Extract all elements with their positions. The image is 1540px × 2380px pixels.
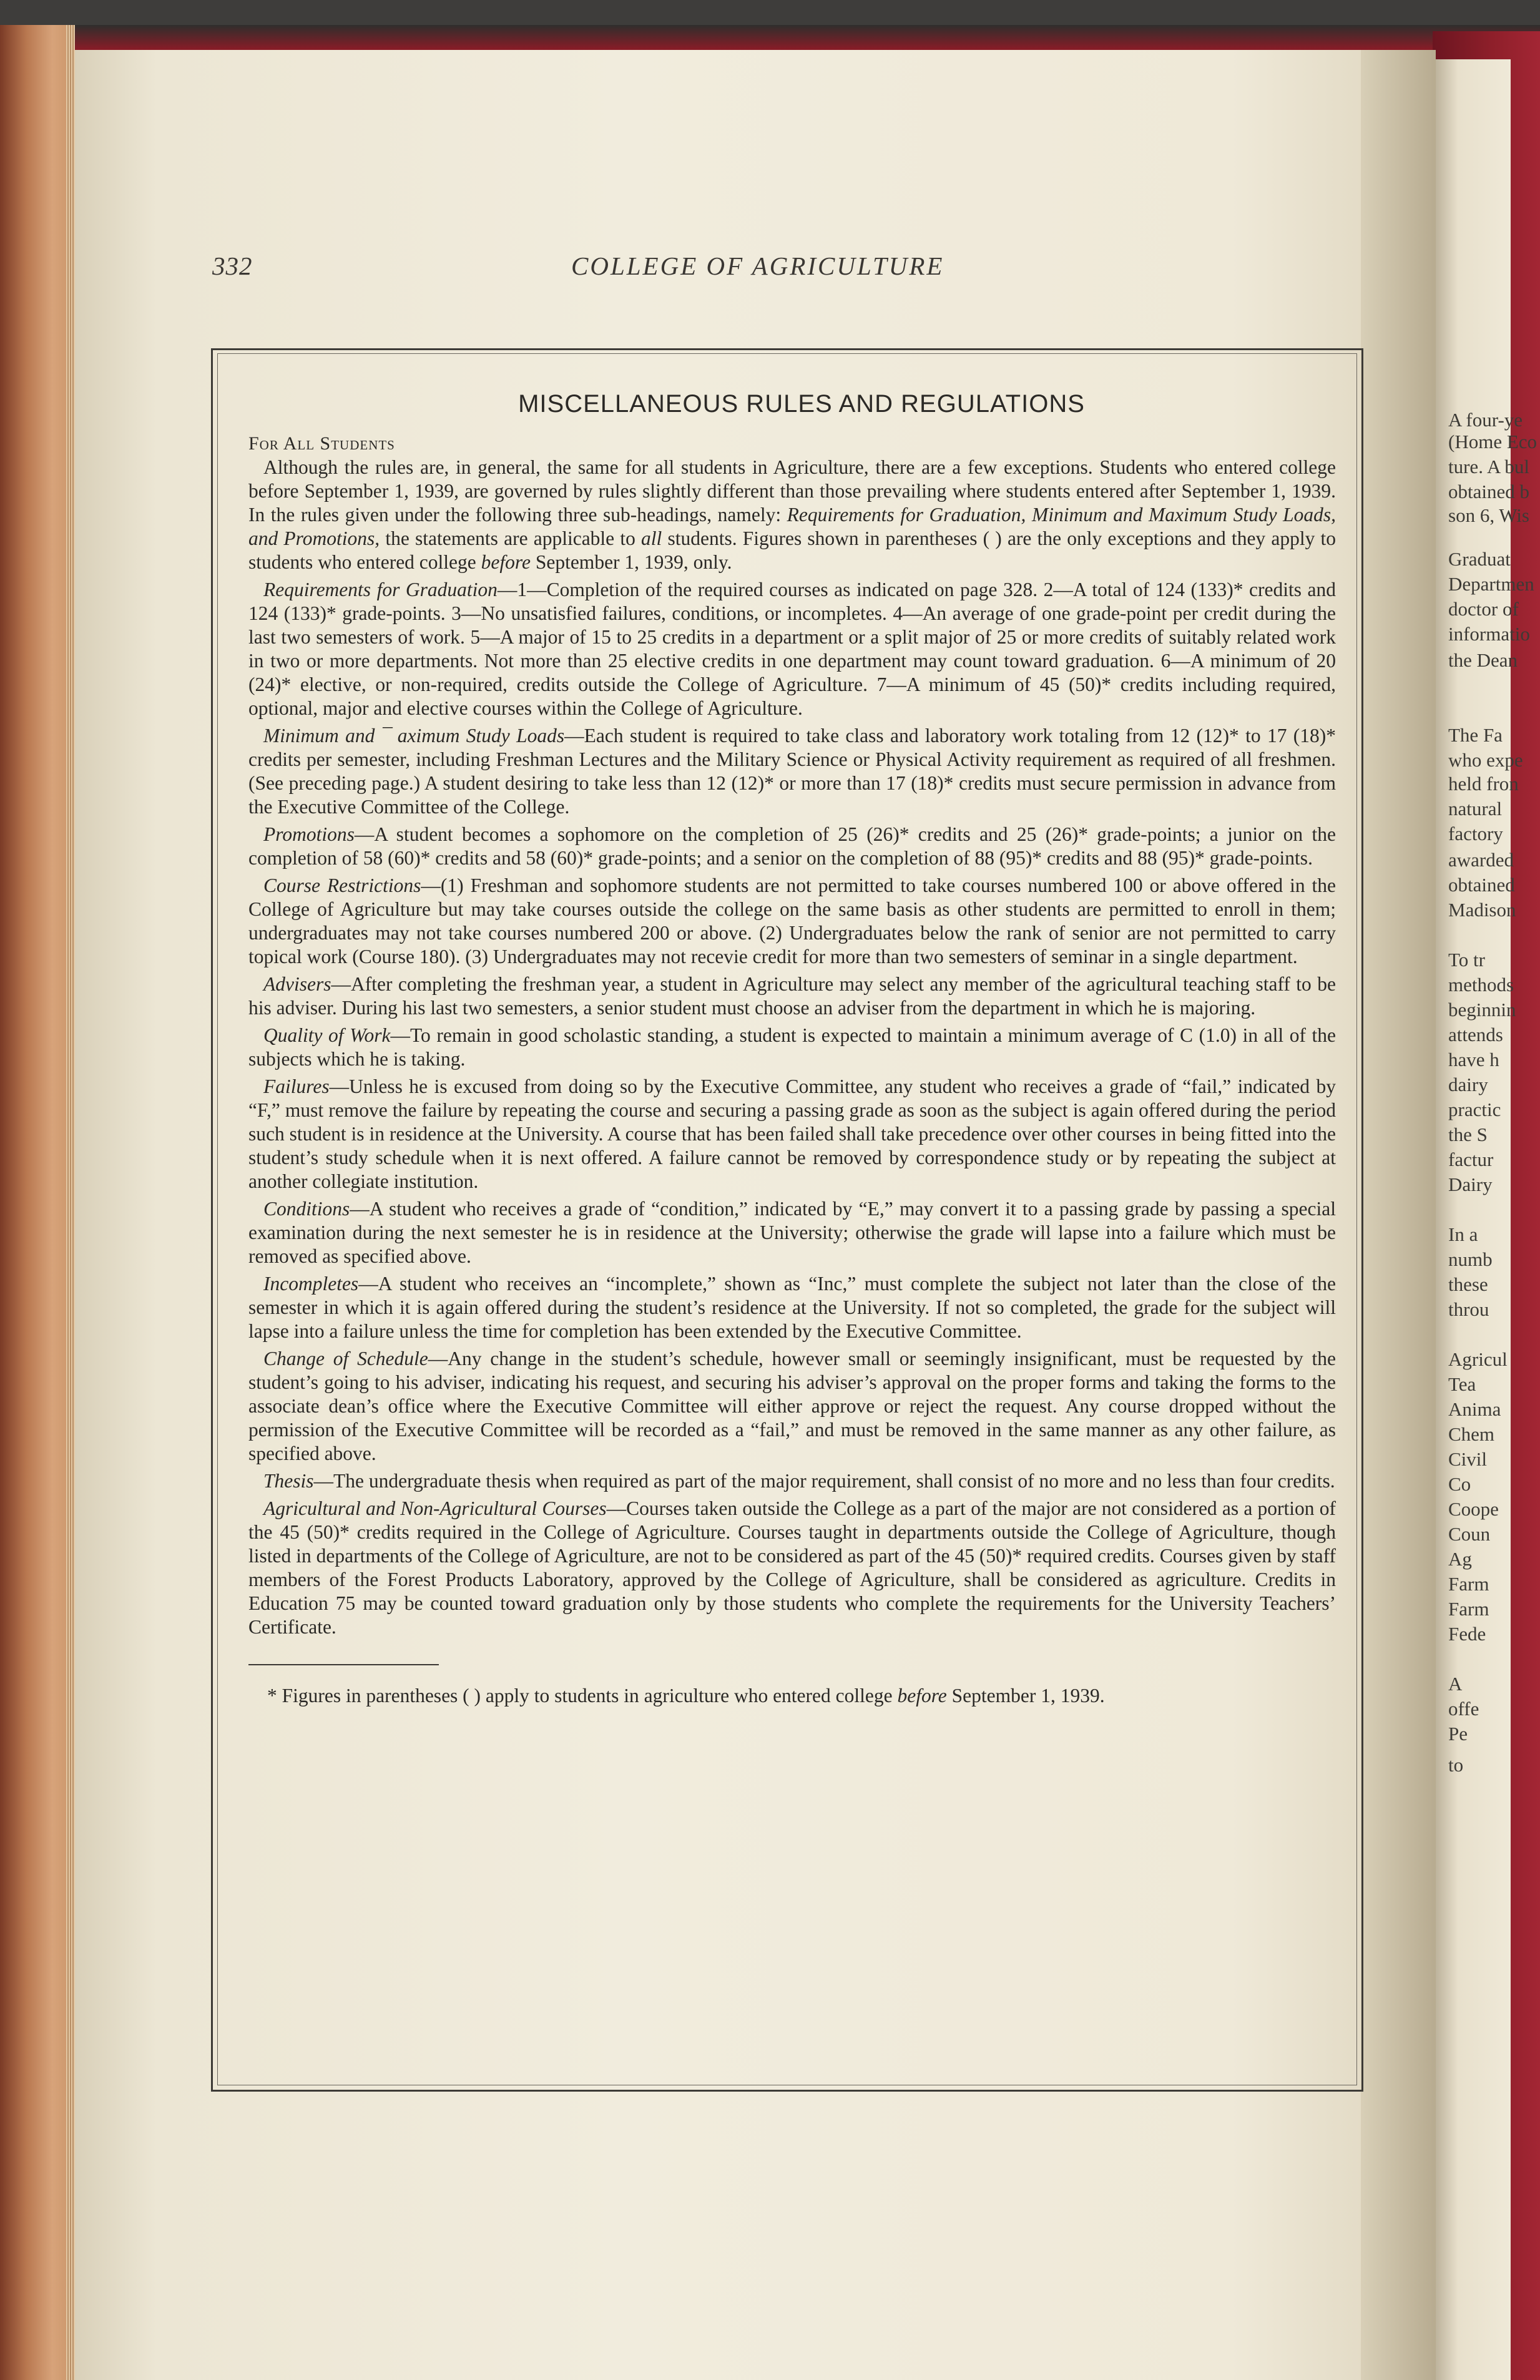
intro-text-3: students. Figures shown in parentheses ( ) are the only exceptions and they apply to students who entered college bbox=[248, 527, 1336, 573]
facing-page-fragment: Anima bbox=[1448, 1398, 1501, 1420]
footnote-text-1: * Figures in parentheses ( ) apply to students in agriculture who entered college bbox=[267, 1685, 898, 1707]
rule-paragraph bbox=[248, 874, 1336, 969]
facing-page-fragment: awarded bbox=[1448, 849, 1514, 871]
rule-heading: Failures bbox=[263, 1075, 330, 1097]
facing-page-fragment: the S bbox=[1448, 1124, 1488, 1145]
page-edges bbox=[66, 25, 75, 2380]
intro-italic-all: all bbox=[641, 527, 662, 549]
facing-page-fragment: obtained bbox=[1448, 874, 1515, 896]
rule-text: —Courses taken outside the College as a part of the major are not considered as a portion of the 45 (50)* credits required in the College of Agriculture. Courses taught in departments outside the College of Agriculture, though listed in departments of the College of Agriculture, are not to be considered as part of the 45 (50)* required credits. Courses given by staff members of the Forest Products Laboratory, approved by the College of Agriculture, shall be considered as agriculture. Credits in Education 75 may be counted toward graduation only by those students who complete the requirements for the University Teachers’ Certificate. bbox=[248, 1497, 1336, 1638]
rule-text: —Any change in the student’s schedule, however small or seemingly insignificant, must be requested by the student’s going to his adviser, indicating his request, and securing his adviser’s approval on the proper forms and taking the forms to the associate dean’s office where the Executive Committee will either approve or reject the request. Any course dropped without the permission of the Executive Committee will be recorded as a “fail,” and must be removed in the same manner as any other failure, as specified above. bbox=[248, 1348, 1336, 1464]
rule-text: —To remain in good scholastic standing, a student is expected to maintain a minimum average of C (1.0) in all of the subjects which he is taking. bbox=[248, 1024, 1336, 1070]
facing-page-fragment: ture. A bul bbox=[1448, 456, 1530, 477]
facing-page-fragment: who expe bbox=[1448, 749, 1523, 771]
rule-heading: Incompletes bbox=[263, 1273, 359, 1295]
facing-page-fragment: Departmen bbox=[1448, 573, 1534, 595]
facing-page-fragment: dairy bbox=[1448, 1074, 1488, 1095]
facing-page-fragment: The Fa bbox=[1448, 724, 1503, 746]
rule-paragraph bbox=[248, 724, 1336, 819]
facing-page-fragment: the Dean bbox=[1448, 649, 1518, 671]
facing-page-fragment: factory bbox=[1448, 823, 1503, 845]
rule-paragraph bbox=[248, 972, 1336, 1020]
rule-text: —A student who receives an “incomplete,” shown as “Inc,” must complete the subject not later than the close of the semester in which it is again offered during the student’s residence at the University. If not so completed, the grade for the subject will lapse into a failure unless the time for completion has been extended by the Executive Committee. bbox=[248, 1273, 1336, 1342]
facing-page-fragment: Graduat bbox=[1448, 548, 1511, 570]
facing-page-fragment: Dairy bbox=[1448, 1173, 1493, 1195]
facing-page-fragment: natural bbox=[1448, 798, 1503, 820]
rule-heading: Minimum and ¯ aximum Study Loads bbox=[263, 725, 565, 747]
rule-text: —A student who receives a grade of “condition,” indicated by “E,” may convert it to a passing grade by passing a special examination during the next semester he is in residence at the University; otherwise the grade will lapse into a failure which must be removed as specified above. bbox=[248, 1198, 1336, 1267]
facing-page-fragment: factur bbox=[1448, 1148, 1494, 1170]
rule-paragraph bbox=[248, 1075, 1336, 1193]
facing-page-fragment: A four-ye bbox=[1448, 409, 1523, 431]
rule-text: —Each student is required to take class and laboratory work totaling from 12 (12)* to 17 (18)* credits per semester, including Freshman Lectures and the Military Science or Physical Activity requirement as required of all freshmen. (See preceding page.) A student desiring to take less than 12 (12)* or more than 17 (18)* credits must secure permission in advance from the Executive Committee of the College. bbox=[248, 725, 1336, 818]
facing-page-fragment: In a bbox=[1448, 1223, 1478, 1245]
facing-page-fragment: Tea bbox=[1448, 1373, 1476, 1395]
footnote-rule bbox=[248, 1664, 439, 1665]
facing-page-fragment: Coope bbox=[1448, 1498, 1499, 1520]
facing-page-fragment: doctor of bbox=[1448, 598, 1519, 620]
facing-page-fragment: held fron bbox=[1448, 773, 1519, 795]
facing-page-fragment: obtained b bbox=[1448, 481, 1529, 502]
facing-page-fragment: attends bbox=[1448, 1024, 1503, 1046]
facing-page-fragment: these bbox=[1448, 1273, 1488, 1295]
intro-text-2: the statements are applicable to bbox=[380, 527, 642, 549]
facing-page-fragment: offe bbox=[1448, 1698, 1479, 1720]
facing-page-fragment: Co bbox=[1448, 1473, 1471, 1495]
page-content bbox=[248, 390, 1336, 1708]
rule-text: —The undergraduate thesis when required as part of the major requirement, shall consist of no more and no less than four credits. bbox=[313, 1470, 1335, 1492]
facing-page-fragment: methods bbox=[1448, 974, 1514, 996]
facing-page-fragment: To tr bbox=[1448, 949, 1485, 971]
footnote-italic-before: before bbox=[897, 1685, 947, 1707]
footnote-text-2: September 1, 1939. bbox=[946, 1685, 1105, 1707]
subheading: For All Students bbox=[248, 433, 395, 454]
facing-page-fragment: throu bbox=[1448, 1298, 1489, 1320]
book-cover-top bbox=[75, 25, 1540, 50]
intro-paragraph bbox=[248, 456, 1336, 574]
rule-text: —After completing the freshman year, a student in Agriculture may select any member of the agricultural teaching staff to be his adviser. During his last two semesters, a senior student must choose an adviser from the department in which he is majoring. bbox=[248, 973, 1336, 1019]
facing-page-fragment: Civil bbox=[1448, 1448, 1488, 1470]
rule-paragraph bbox=[248, 1347, 1336, 1466]
rule-paragraph bbox=[248, 1497, 1336, 1639]
facing-page-fragment: beginnin bbox=[1448, 999, 1516, 1021]
rule-text: —Unless he is excused from doing so by the Executive Committee, any student who receives a grade of “fail,” indicated by “F,” must remove the failure by repeating the course and securing a passing grade as soon as the subject is again offered during the period such student is in residence at the University. A course that has been failed shall take precedence over other courses in being fitted into the student’s study schedule when it is next offered. A failure cannot be removed by correspondence study or by repeating the subject at another collegiate institution. bbox=[248, 1075, 1336, 1192]
rule-paragraph bbox=[248, 1197, 1336, 1268]
rule-heading: Course Restrictions bbox=[263, 874, 421, 896]
rule-heading: Conditions bbox=[263, 1198, 350, 1220]
intro-italic-before: before bbox=[481, 551, 531, 573]
page-gutter-shadow bbox=[1361, 50, 1436, 2380]
facing-page-fragment: (Home Eco bbox=[1448, 431, 1538, 453]
facing-page-fragment: Chem bbox=[1448, 1423, 1495, 1445]
rule-paragraph bbox=[248, 1469, 1336, 1493]
facing-page-fragment: Farm bbox=[1448, 1598, 1489, 1620]
facing-page-fragment: Farm bbox=[1448, 1573, 1489, 1595]
rule-heading: Promotions bbox=[263, 823, 355, 845]
facing-page-fragment: practic bbox=[1448, 1099, 1501, 1120]
rule-heading: Advisers bbox=[263, 973, 331, 995]
facing-page-strip bbox=[1436, 59, 1538, 2380]
facing-page-fragment: Agricul bbox=[1448, 1348, 1508, 1370]
rule-paragraph bbox=[248, 578, 1336, 720]
rule-heading: Change of Schedule bbox=[263, 1348, 428, 1369]
intro-italic-headings: Requirements for Graduation, Minimum and Maximum Study Loads, and Promotions, bbox=[248, 504, 1336, 549]
rule-heading: Agricultural and Non-Agricultural Courses bbox=[263, 1497, 607, 1519]
rule-heading: Thesis bbox=[263, 1470, 314, 1492]
facing-page-fragment: numb bbox=[1448, 1248, 1493, 1270]
facing-page-fragment: have h bbox=[1448, 1049, 1499, 1070]
rule-text: —(1) Freshman and sophomore students are not permitted to take courses numbered 100 or above offered in the College of Agriculture but may take courses outside the college on the same basis as other students are permitted to enroll in them; undergraduates may not take courses numbered 200 or above. (2) Undergraduates below the rank of senior are not permitted to carry topical work (Course 180). (3) Undergraduates may not recevie credit for more than two semesters of seminar in a single department. bbox=[248, 874, 1336, 967]
running-title: COLLEGE OF AGRICULTURE bbox=[571, 252, 944, 280]
facing-page-fragment: son 6, Wis bbox=[1448, 504, 1529, 526]
facing-page-fragment: A bbox=[1448, 1673, 1463, 1695]
facing-page-fragment: to bbox=[1448, 1754, 1464, 1776]
rule-paragraph bbox=[248, 823, 1336, 870]
rule-paragraph bbox=[248, 1272, 1336, 1343]
intro-text-4: September 1, 1939, only. bbox=[530, 551, 732, 573]
book-left-edge bbox=[0, 25, 75, 2380]
footnote bbox=[248, 1684, 1336, 1708]
rule-text: —A student becomes a sophomore on the completion of 25 (26)* credits and 25 (26)* grade-points; a junior on the completion of 58 (60)* credits and 58 (60)* grade-points; and a senior on the completion of 88 (95)* credits and 88 (95)* grade-points. bbox=[248, 823, 1336, 869]
intro-text-1: Although the rules are, in general, the same for all students in Agriculture, there are a few exceptions. Students who entered college before September 1, 1939, are governed by rules slightly different than those prevailing where students entered after September 1, 1939. In the rules given under the following three sub-headings, namely: bbox=[248, 456, 1336, 526]
facing-page-fragment: informatio bbox=[1448, 623, 1530, 645]
page-number: 332 bbox=[212, 252, 253, 280]
facing-page-fragment: Pe bbox=[1448, 1723, 1468, 1745]
rule-text: —1—Completion of the required courses as indicated on page 328. 2—A total of 124 (133)* credits and 124 (133)* grade-points. 3—No unsatisfied failures, conditions, or incompletes. 4—An average of one grade-point per credit during the last two semesters of work. 5—A major of 15 to 25 credits in a department or a split major of 25 or more credits of suitably related work in two or more departments. Not more than 25 elective credits in one department may count toward graduation. 6—A minimum of 20 (24)* elective, or non-required, credits outside the College of Agriculture. 7—A minimum of 45 (50)* credits including required, optional, major and elective courses within the College of Agriculture. bbox=[248, 579, 1336, 719]
rule-heading: Requirements for Graduation bbox=[263, 579, 498, 600]
rule-paragraph bbox=[248, 1024, 1336, 1071]
facing-page-fragment: Fede bbox=[1448, 1623, 1486, 1645]
facing-page-fragment: Ag bbox=[1448, 1548, 1472, 1570]
rules-list bbox=[248, 578, 1336, 1639]
rule-heading: Quality of Work bbox=[263, 1024, 391, 1046]
section-title: MISCELLANEOUS RULES AND REGULATIONS bbox=[518, 390, 1085, 418]
facing-page-fragment: Madison bbox=[1448, 899, 1516, 921]
facing-page-fragment: Coun bbox=[1448, 1523, 1491, 1545]
